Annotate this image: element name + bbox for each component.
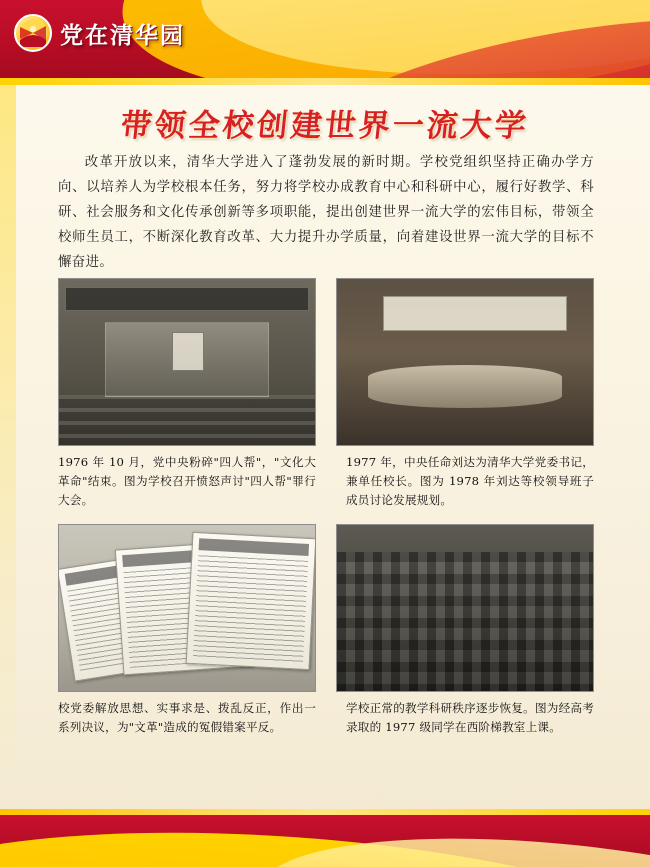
photo-conference-table-decor: [368, 365, 563, 408]
photo-caption: 1977 年，中央任命刘达为清华大学党委书记，兼单任校长。图为 1978 年刘达等校领导班子成员讨论发展规划。: [346, 455, 594, 507]
photo-slogan-board-decor: [383, 296, 567, 331]
body-paragraph: 改革开放以来，清华大学进入了蓬勃发展的新时期。学校党组织坚持正确办学方向、以培养人为学校根本任务，努力将学校办成教育中心和科研中心，履行好教学、科研、社会服务和文化传承创新等多项职能，提出创建世界一流大学的宏伟目标，带领全校师生员工，不断深化教育改革、大力提升办学质量，向着建设世界一流大学的目标不懈奋进。: [58, 155, 594, 270]
bottom-decorative-band: [0, 815, 650, 867]
photo-caption: 1976 年 10 月，党中央粉碎"四人帮"，"文化大革命"结束。图为学校召开愤怒声讨"四人帮"罪行大会。: [58, 455, 316, 507]
page-title: 带领全校创建世界一流大学: [118, 108, 531, 144]
photo-1977-students-lecture-hall: [336, 524, 594, 692]
sunburst-emblem-icon: [14, 14, 52, 52]
photo-cell-3: [58, 524, 316, 737]
newspaper-text-decor: [193, 555, 308, 663]
photo-liu-da-party-committee-meeting: [336, 278, 594, 446]
left-decorative-edge: [0, 85, 16, 785]
newspaper-masthead-decor: [199, 538, 309, 556]
brand-title: 党在清华园: [60, 21, 185, 49]
photo-students-decor: [337, 552, 593, 691]
top-yellow-strip: [0, 78, 650, 85]
photo-newspapers-rehabilitation: [58, 524, 316, 692]
photo-cell-1: [58, 278, 316, 510]
brand: [14, 14, 185, 52]
photo-caption: 学校正常的教学科研秩序逐步恢复。图为经高考录取的 1977 级同学在西阶梯教室上课。: [346, 701, 594, 734]
photo-cell-2: [336, 278, 594, 510]
photo-grid: [58, 278, 594, 751]
photo-portrait-decor: [172, 332, 205, 371]
photo-banner-decor: [65, 287, 309, 311]
photo-audience-decor: [59, 395, 315, 445]
photo-cell-4: [336, 524, 594, 737]
newspaper-decor: [186, 532, 316, 670]
photo-caption: 校党委解放思想、实事求是、拨乱反正，作出一系列决议，为"文革"造成的冤假错案平反。: [58, 701, 316, 734]
photo-denounce-gang-of-four: [58, 278, 316, 446]
